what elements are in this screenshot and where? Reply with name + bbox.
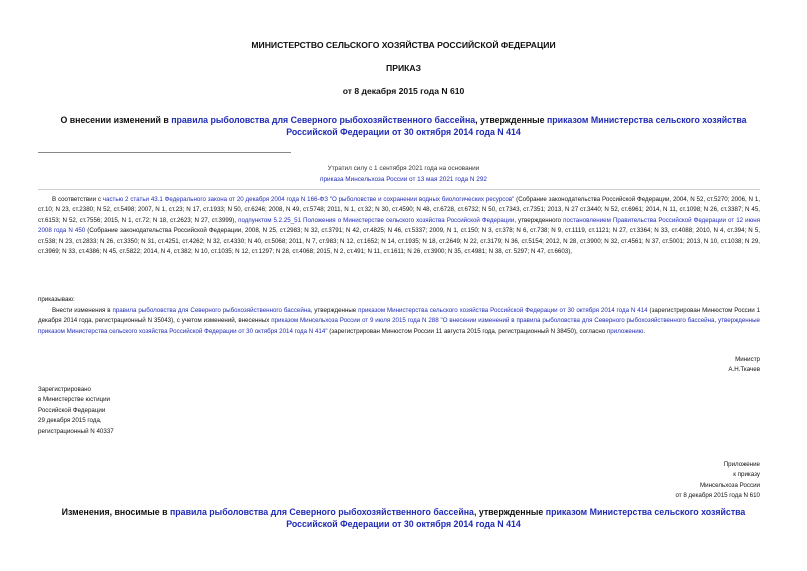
appendix-line: от 8 декабря 2015 года N 610 <box>675 492 760 500</box>
appendix-note <box>38 460 760 502</box>
appendix-line: Приложение <box>723 461 760 468</box>
appendix-order-link[interactable]: приказом Министерства сельского хозяйства Российской Федерации от 30 октября 2014 года N 414 <box>286 507 746 529</box>
law-link[interactable]: частью 2 статьи 43.1 Федерального закона от 20 декабря 2004 года N 166-ФЗ "О рыболовстве и сохранении водных биологических ресурсов" <box>102 196 515 203</box>
orders-text: (зарегистрирован Минюстом России 11 августа 2015 года, регистрационный N 38450), согласно <box>327 327 607 335</box>
registration-note <box>38 385 760 437</box>
status-link[interactable]: приказа Минсельхоза России от 13 мая 2021 года N 292 <box>320 176 487 183</box>
orders-text: (зарегистрирован Минюстом России 1 декабря 2014 года, регистрационный N 35043), с учетом изменений, внесенных <box>38 307 761 325</box>
title-text: , утвержденные <box>475 115 547 125</box>
orders-rules-link[interactable]: правила рыболовства для Северного рыбохозяйственного бассейна <box>112 307 311 314</box>
preamble-text: (Собрание законодательства Российской Федерации, 2008, N 25, ст.2983; N 32, ст.3791; N 42, ст.4825; N 46, ст.5337; 2009, N 1, ст.150; N 3, ст.378; N 6, ст.738; N 9, ст.1119, ст.1121; N 27, ст.3364; N 33, ст.4088; 2010, N 4, ст.394; N 5, ст.538; N 23, ст.2833; N 26, ст.3350; N 31, ст.4251, ст.4262; N 32, ст.4330; N 40, ст.5068; 2011, N 7, ст.983; N 12, ст.1652; N 14, ст.1935; N 18, ст.2649; N 22, ст.3179; N 36, ст.5154; 2012, N 28, ст.3900; N 32, ст.4561; N 37, ст.5001; 2013, N 10, ст.1038; N 29, ст.3969; N 33, ст.4386; N 45, ст.5822; 2014, N 4, ст.382; N 10, ст.1035; N 12, ст.1297; N 28, ст.4068; 2015, N 2, ст.491; N 11, ст.1611; N 26, ст.3900; N 35, ст.4981; N 38, ст. 5297; N 47, ст.6603), <box>38 227 760 256</box>
signature-position: Министр <box>735 356 760 363</box>
document-date: от 8 декабря 2015 года N 610 <box>342 86 465 96</box>
ministry-heading: МИНИСТЕРСТВО СЕЛЬСКОГО ХОЗЯЙСТВА РОССИЙСКОЙ ФЕДЕРАЦИИ <box>251 40 556 50</box>
registration-line: Зарегистрировано <box>38 386 91 393</box>
document-title <box>50 114 757 138</box>
preamble <box>38 195 760 257</box>
appendix-line: Минсельхоза России <box>700 481 760 489</box>
signature <box>38 355 760 376</box>
orders-text: , утвержденные <box>310 307 359 314</box>
appendix-title-text: Изменения, вносимые в <box>61 507 170 517</box>
regulation-link[interactable]: подпунктом 5.2.25_51 Положения о Министерстве сельского хозяйства Российской Федерации <box>238 216 515 224</box>
orders-paragraph <box>38 306 760 337</box>
registration-line: регистрационный N 40337 <box>38 427 114 435</box>
registration-line: в Министерстве юстиции <box>38 396 111 404</box>
appendix-rules-link[interactable]: правила рыболовства для Северного рыбохозяйственного бассейна <box>169 507 474 517</box>
registration-line: Российской Федерации <box>38 406 106 414</box>
appendix-line: к приказу <box>733 471 760 479</box>
preamble-text: , утвержденного <box>514 216 564 224</box>
orders-amendment-link[interactable]: приказом Минсельхоза России от 9 июля 2015 года N 288 "О внесении изменений в правила рыболовства для Северного рыбохозяйственного бассейна, утвержденные приказом Министерства сельского хозяйства Российской Федерации от 30 октября 2014 года N 414" <box>38 317 760 335</box>
appendix-title-text: , утвержденные <box>473 507 546 517</box>
registration-line: 29 декабря 2015 года, <box>38 417 102 425</box>
preamble-text: В соответствии с <box>52 196 103 203</box>
signature-name: А.Н.Ткачев <box>728 366 760 374</box>
divider <box>38 189 760 190</box>
orders-label: приказываю: <box>38 296 75 303</box>
appendix-title <box>50 506 757 530</box>
document-type: ПРИКАЗ <box>386 63 421 73</box>
orders-order-link[interactable]: приказом Министерства сельского хозяйства Российской Федерации от 30 октября 2014 года N 414 <box>358 307 648 314</box>
status-note <box>0 163 807 185</box>
divider <box>38 152 291 153</box>
title-rules-link[interactable]: правила рыболовства для Северного рыбохозяйственного бассейна <box>171 115 476 125</box>
status-text: Утратил силу с 1 сентября 2021 года на основании <box>327 165 480 172</box>
preamble-text: (Собрание законодательства Российской Федерации, 2004, N 52, ст.5270; 2006, N 1, ст.10; N 23, ст.2380; N 52, ст.5498; 2007, N 1, ст.23; N 17, ст.1933; N 50, ст.6246; 2008, N 49, ст.5748; 2011, N 1, ст.32; N 30, ст.4590; N 48, ст.6728, ст.6732; N 50, ст.7343, ст.7351; 2013, N 27 ст.3440; N 52, ст.6961; 2014, N 11, ст.1098; N 26, ст.3387; N 45, ст.6153; N 52, ст.7556; 2015, N 1, ст.72; N 18, ст.2623; N 27, ст.3999), <box>38 196 760 224</box>
orders-text: Внести изменения в <box>52 307 113 314</box>
orders-text: . <box>643 327 646 335</box>
orders-appendix-link[interactable]: приложению <box>606 327 644 335</box>
decree-link[interactable]: постановлением Правительства Российской Федерации от 12 июня 2008 года N 450 <box>38 216 760 235</box>
title-order-link[interactable]: приказом Министерства сельского хозяйства Российской Федерации от 30 октября 2014 года N 414 <box>286 115 747 137</box>
title-text: О внесении изменений в <box>60 115 172 125</box>
